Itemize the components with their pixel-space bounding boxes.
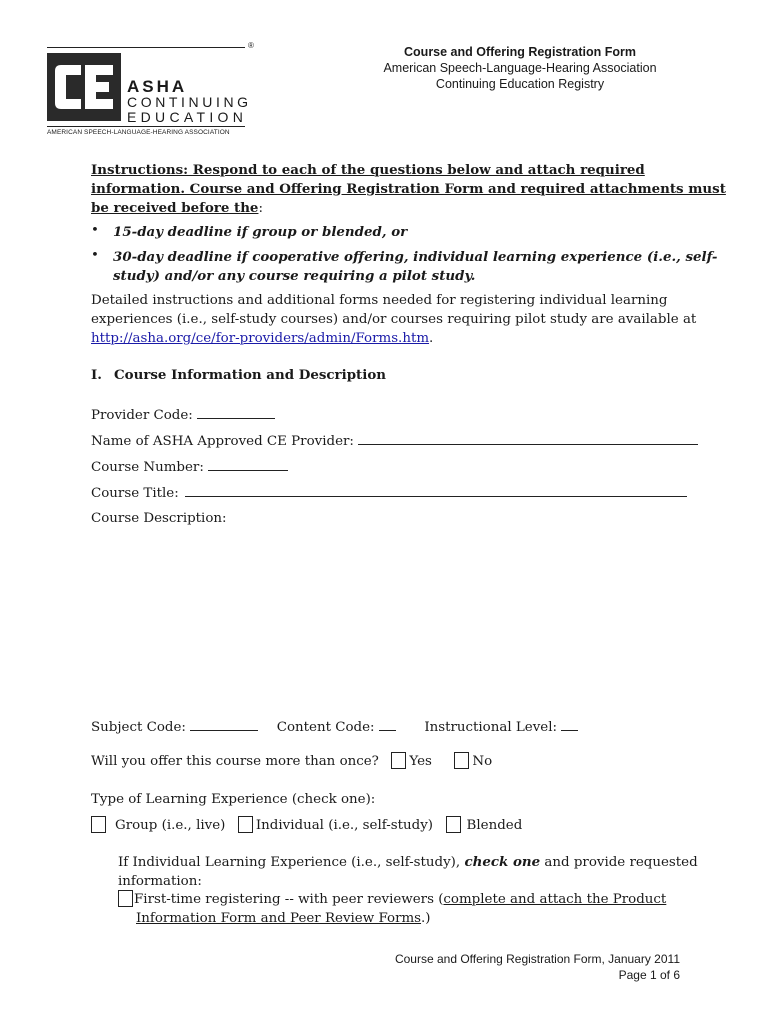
first-time-post: .) <box>421 911 431 926</box>
learning-type-row <box>91 816 522 835</box>
provider-code-field[interactable] <box>197 404 275 419</box>
logo-top-rule <box>47 47 245 48</box>
subject-code-field[interactable] <box>190 716 258 731</box>
bullet-2-text-2: study) and/or any course requiring a pilot study. <box>113 268 476 284</box>
no-label: No <box>472 754 493 769</box>
logo-continuing-text: CONTINUING <box>127 94 252 110</box>
provider-code-label: Provider Code: <box>91 408 193 423</box>
instructions-line-3 <box>91 199 263 218</box>
footer-form-date: Course and Offering Registration Form, January 2011 <box>394 952 680 966</box>
course-description-field[interactable] <box>91 532 681 702</box>
provider-name-field[interactable] <box>358 430 698 445</box>
logo-asha-text: ASHA <box>127 77 188 96</box>
bullet-1-marker: • <box>91 223 99 238</box>
individual-label: Individual (i.e., self-study) <box>255 818 434 833</box>
detail-period: . <box>429 331 434 346</box>
header-org: American Speech-Language-Hearing Association <box>383 61 657 75</box>
course-description-label: Course Description: <box>91 511 227 526</box>
content-code-field[interactable] <box>379 716 396 731</box>
instructions-line-2: information. Course and Offering Registration Form and required attachments must <box>91 181 726 197</box>
course-number-row <box>91 456 288 477</box>
codes-row <box>91 716 578 737</box>
check-one-text: check one <box>464 854 541 870</box>
footer-page-number: Page 1 of 6 <box>618 968 680 982</box>
first-time-checkbox[interactable] <box>118 890 133 907</box>
section-numeral: I. <box>91 367 102 383</box>
if-individual-pre: If Individual Learning Experience (i.e., self-study), <box>118 855 461 870</box>
blended-label: Blended <box>466 818 523 833</box>
logo-bottom-rule <box>47 126 245 127</box>
first-time-row <box>118 890 666 909</box>
course-title-row <box>91 482 687 503</box>
offer-more-row <box>91 752 492 771</box>
course-title-label: Course Title: <box>91 486 179 501</box>
asha-ce-logo-mark <box>47 53 121 121</box>
bullet-2-marker: • <box>91 248 99 263</box>
individual-checkbox[interactable] <box>238 816 253 833</box>
form-title: Course and Offering Registration Form <box>404 45 636 59</box>
if-individual-line <box>118 853 698 872</box>
content-code-label: Content Code: <box>276 720 375 735</box>
first-time-link-2[interactable]: Information Form and Peer Review Forms <box>136 911 422 926</box>
registered-mark: ® <box>248 41 254 50</box>
provider-code-row <box>91 404 275 425</box>
forms-link[interactable]: http://asha.org/ce/for-providers/admin/Forms.htm <box>91 331 430 346</box>
if-individual-post: and provide requested <box>544 855 698 870</box>
learning-type-label: Type of Learning Experience (check one): <box>91 792 376 807</box>
instructional-level-field[interactable] <box>561 716 578 731</box>
detail-line-3 <box>91 329 433 348</box>
instructional-level-label: Instructional Level: <box>424 720 557 735</box>
bullet-2-text-1: 30-day deadline if cooperative offering, individual learning experience (i.e., self- <box>113 249 718 265</box>
section-title: Course Information and Description <box>114 367 386 383</box>
first-time-link-1[interactable]: complete and attach the Product <box>443 892 667 907</box>
course-title-field[interactable] <box>185 482 687 497</box>
offer-more-label: Will you offer this course more than once? <box>91 754 379 769</box>
header-registry: Continuing Education Registry <box>435 77 605 91</box>
yes-checkbox[interactable] <box>391 752 406 769</box>
detail-line-1: Detailed instructions and additional forms needed for registering individual learning <box>91 293 668 308</box>
detail-line-2: experiences (i.e., self-study courses) and/or courses requiring pilot study are available at <box>91 312 697 327</box>
provider-name-label: Name of ASHA Approved CE Provider: <box>91 434 354 449</box>
instructions-line-1: Instructions: Respond to each of the questions below and attach required <box>91 162 645 178</box>
first-time-row-2 <box>136 909 431 928</box>
blended-checkbox[interactable] <box>446 816 461 833</box>
logo-education-text: EDUCATION <box>127 109 248 125</box>
no-checkbox[interactable] <box>454 752 469 769</box>
logo-association-text: AMERICAN SPEECH-LANGUAGE-HEARING ASSOCIATION <box>47 129 230 136</box>
instructions-colon: : <box>258 201 263 216</box>
subject-code-label: Subject Code: <box>91 720 186 735</box>
information-label: information: <box>118 874 202 889</box>
course-number-label: Course Number: <box>91 460 204 475</box>
bullet-1-text: 15-day deadline if group or blended, or <box>113 224 408 240</box>
first-time-label: First-time registering -- with peer reviewers ( <box>134 892 444 907</box>
instructions-line-3-text: be received before the <box>91 200 259 216</box>
provider-name-row <box>91 430 698 451</box>
course-number-field[interactable] <box>208 456 288 471</box>
group-label: Group (i.e., live) <box>115 818 226 833</box>
yes-label: Yes <box>409 754 432 769</box>
group-checkbox[interactable] <box>91 816 106 833</box>
